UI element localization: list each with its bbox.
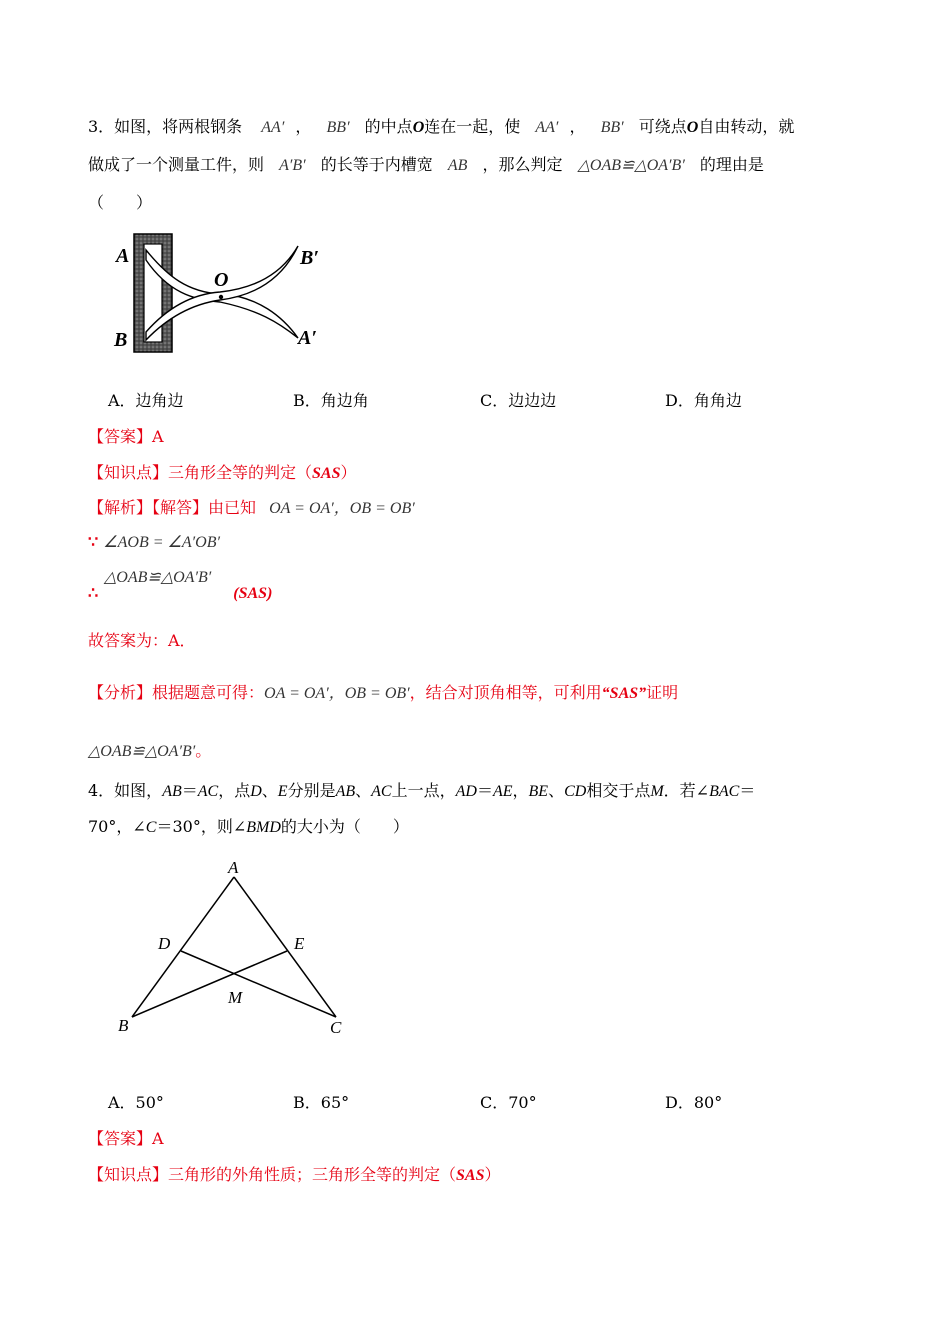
q4-figure-triangle bbox=[110, 855, 360, 1040]
q4-knowledge: 【知识点】三角形的外角性质；三角形全等的判定（SAS） bbox=[88, 1165, 501, 1184]
q3-option-a[interactable]: A．边角边 bbox=[108, 391, 184, 410]
q4-label-M: M bbox=[228, 988, 243, 1007]
q3-because: ∵ ∠AOB = ∠A′OB′ bbox=[88, 532, 220, 551]
q3-bracket: （ ） bbox=[88, 193, 153, 212]
q4-option-a[interactable]: A．50° bbox=[108, 1093, 164, 1112]
math-BB: BB′ bbox=[326, 119, 350, 136]
q3-fenxi-end: △OAB≌△OA′B′。 bbox=[88, 741, 212, 760]
q3-fenxi: 【分析】根据题意可得：OA = OA′，OB = OB′，结合对顶角相等，可利用“SAS”证明 bbox=[88, 683, 679, 702]
q3-knowledge: 【知识点】三角形全等的判定（SAS） bbox=[88, 463, 357, 482]
q3-therefore-math: △OAB≌△OA′B′ bbox=[104, 569, 212, 586]
q4-label-A: A bbox=[228, 858, 239, 877]
q3-label-Bp: B′ bbox=[300, 247, 319, 269]
q4-label-B: B bbox=[118, 1016, 129, 1035]
q4-stem-line1: 4．如图，AB＝AC，点D、E分别是AB、AC上一点，AD＝AE，BE、CD相交于点M．若∠BAC＝ bbox=[88, 781, 756, 800]
q3-stem-line1: 3．如图，将两根钢条 AA′ ， BB′ 的中点O连在一起，使 AA′ ， BB′ 可绕点O自由转动，就 bbox=[88, 117, 795, 136]
q4-option-c[interactable]: C．70° bbox=[480, 1093, 537, 1112]
q4-label-C: C bbox=[330, 1018, 342, 1037]
q3-label-B: B bbox=[114, 329, 128, 351]
q3-option-d[interactable]: D．角角边 bbox=[665, 391, 742, 410]
q4-answer: 【答案】A bbox=[88, 1129, 164, 1148]
q4-option-b[interactable]: B．65° bbox=[293, 1093, 350, 1112]
q3-figure-caliper bbox=[108, 222, 338, 362]
q3-pivot-O bbox=[219, 295, 223, 299]
q3-label-O: O bbox=[214, 269, 229, 291]
q3-option-c[interactable]: C．边边边 bbox=[480, 391, 557, 410]
q4-stem-line2: 70°，∠C＝30°，则∠BMD的大小为（ ） bbox=[88, 817, 409, 836]
q4-label-E: E bbox=[294, 934, 305, 953]
math-AA: AA′ bbox=[261, 119, 285, 136]
q4-label-D: D bbox=[158, 934, 171, 953]
q3-analysis: 【解析】【解答】由已知 OA = OA′，OB = OB′ bbox=[88, 498, 415, 517]
q3-stem-line2: 做成了一个测量工件，则 A′B′ 的长等于内槽宽 AB ，那么判定 △OAB≌△OA′B′ 的理由是 bbox=[88, 155, 764, 174]
q4-option-d[interactable]: D．80° bbox=[665, 1093, 723, 1112]
q3-label-Ap: A′ bbox=[298, 327, 317, 349]
q3-therefore: ∴ (SAS) bbox=[88, 583, 273, 602]
q3-label-A: A bbox=[116, 245, 130, 267]
q3-answer: 【答案】A bbox=[88, 427, 164, 446]
q3-final-answer: 故答案为：A． bbox=[88, 631, 196, 650]
q3-option-b[interactable]: B．角边角 bbox=[293, 391, 369, 410]
